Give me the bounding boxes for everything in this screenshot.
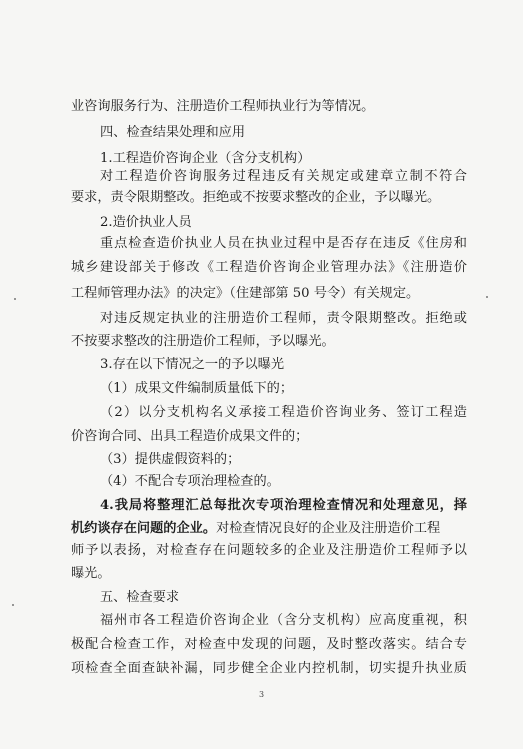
text-line: 要求，责令限期整改。拒绝或不按要求整改的企业，予以曝光。 bbox=[71, 190, 441, 205]
text-line: 曝光。 bbox=[71, 566, 111, 581]
list-item: （3）提供虚假资料的； bbox=[100, 452, 241, 467]
list-item: （1）成果文件编制质量低下的； bbox=[100, 381, 294, 396]
text-line: 对违反规定执业的注册造价工程师，责令限期整改。拒绝或 bbox=[100, 311, 467, 326]
text-line: 不按要求整改的注册造价工程师，予以曝光。 bbox=[71, 334, 335, 349]
text-line: 城乡建设部关于修改《工程造价咨询企业管理办法》《注册造价 bbox=[71, 260, 467, 275]
text-line: 对工程造价咨询服务过程违反有关规定或建章立制不符合 bbox=[100, 169, 467, 184]
text-line: 重点检查造价执业人员在执业过程中是否存在违反《住房和 bbox=[100, 236, 467, 251]
subheading: 3.存在以下情况之一的予以曝光 bbox=[100, 357, 285, 372]
text-span: 对检查情况良好的企业及注册造价工程 bbox=[216, 521, 441, 536]
page-number: 3 bbox=[258, 690, 265, 699]
subheading: 1.工程造价咨询企业（含分支机构） bbox=[100, 151, 311, 166]
scan-speck bbox=[486, 296, 488, 298]
section-heading: 四、检查结果处理和应用 bbox=[100, 125, 246, 140]
list-item: （2）以分支机构名义承接工程造价咨询业务、签订工程造 bbox=[100, 405, 467, 420]
text-line: 工程师管理办法》的决定》（住建部第 50 号令）有关规定。 bbox=[71, 286, 420, 301]
section-heading: 五、检查要求 bbox=[100, 590, 180, 605]
list-item: （4）不配合专项治理检查的。 bbox=[100, 474, 280, 489]
text-line-mixed bbox=[71, 520, 467, 537]
text-line: 4.我局将整理汇总每批次专项治理检查情况和处理意见，择 bbox=[100, 498, 467, 513]
scan-speck bbox=[12, 604, 14, 606]
bold-text: 机约谈存在问题的企业。 bbox=[71, 521, 217, 536]
text-line: 项检查全面查缺补漏，同步健全企业内控机制，切实提升执业质 bbox=[71, 661, 467, 676]
text-line: 价咨询合同、出具工程造价成果文件的； bbox=[71, 429, 309, 444]
text-line: 业咨询服务行为、注册造价工程师执业行为等情况。 bbox=[71, 99, 375, 114]
text-line: 师予以表扬，对检查存在问题较多的企业及注册造价工程师予以 bbox=[71, 543, 467, 558]
scan-speck bbox=[14, 298, 16, 300]
text-line: 福州市各工程造价咨询企业（含分支机构）应高度重视，积 bbox=[100, 613, 467, 628]
text-line: 极配合检查工作，对检查中发现的问题，及时整改落实。结合专 bbox=[71, 637, 467, 652]
subheading: 2.造价执业人员 bbox=[100, 215, 192, 230]
